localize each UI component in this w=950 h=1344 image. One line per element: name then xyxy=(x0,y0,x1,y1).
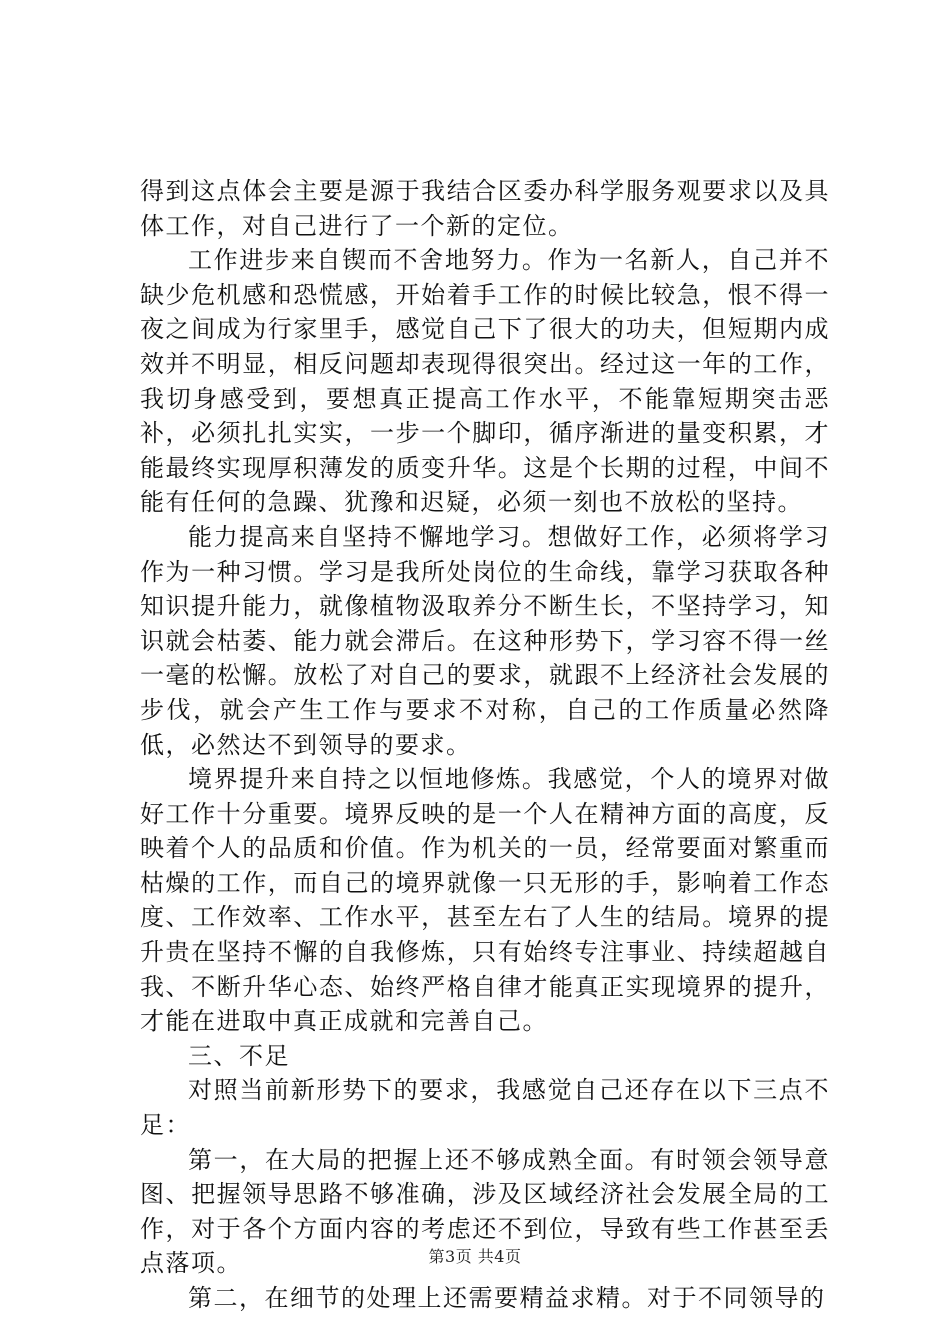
paragraph-3: 能力提高来自坚持不懈地学习。想做好工作，必须将学习作为一种习惯。学习是我所处岗位的生命线，靠学习获取各种知识提升能力，就像植物汲取养分不断生长，不坚持学习，知识就会枯萎、能力就会滞后。在这种形势下，学习容不得一丝一毫的松懈。放松了对自己的要求，就跟不上经济社会发展的步伐，就会产生工作与要求不对称，自己的工作质量必然降低，必然达不到领导的要求。 xyxy=(140,522,830,759)
document-body xyxy=(140,174,830,1316)
paragraph-8: 第二，在细节的处理上还需要精益求精。对于不同领导的 xyxy=(188,1284,826,1312)
paragraph-6: 对照当前新形势下的要求，我感觉自己还存在以下三点不足： xyxy=(140,1076,830,1140)
section-heading-shortcomings: 三、不足 xyxy=(188,1041,290,1070)
page-number-label: 第3页 共4页 xyxy=(428,1247,522,1266)
paragraph-1: 得到这点体会主要是源于我结合区委办科学服务观要求以及具体工作，对自己进行了一个新的定位。 xyxy=(140,177,830,240)
paragraph-2: 工作进步来自锲而不舍地努力。作为一名新人，自己并不缺少危机感和恐慌感，开始着手工作的时候比较急，恨不得一夜之间成为行家里手，感觉自己下了很大的功夫，但短期内成效并不明显，相反问题却表现得很突出。经过这一年的工作，我切身感受到，要想真正提高工作水平，不能靠短期突击恶补，必须扎扎实实，一步一个脚印，循序渐进的量变积累，才能最终实现厚积薄发的质变升华。这是个长期的过程，中间不能有任何的急躁、犹豫和迟疑，必须一刻也不放松的坚持。 xyxy=(140,246,830,517)
paragraph-4: 境界提升来自持之以恒地修炼。我感觉，个人的境界对做好工作十分重要。境界反映的是一个人在精神方面的高度，反映着个人的品质和价值。作为机关的一员，经常要面对繁重而枯燥的工作，而自己的境界就像一只无形的手，影响着工作态度、工作效率、工作水平，甚至左右了人生的结局。境界的提升贵在坚持不懈的自我修炼，只有始终专注事业、持续超越自我、不断升华心态、始终严格自律才能真正实现境界的提升，才能在进取中真正成就和完善自己。 xyxy=(140,765,830,1036)
page-footer xyxy=(0,1244,950,1267)
paragraph-7: 第一，在大局的把握上还不够成熟全面。有时领会领导意图、把握领导思路不够准确，涉及区域经济社会发展全局的工作，对于各个方面内容的考虑还不到位，导致有些工作甚至丢点落项。 xyxy=(140,1145,830,1278)
